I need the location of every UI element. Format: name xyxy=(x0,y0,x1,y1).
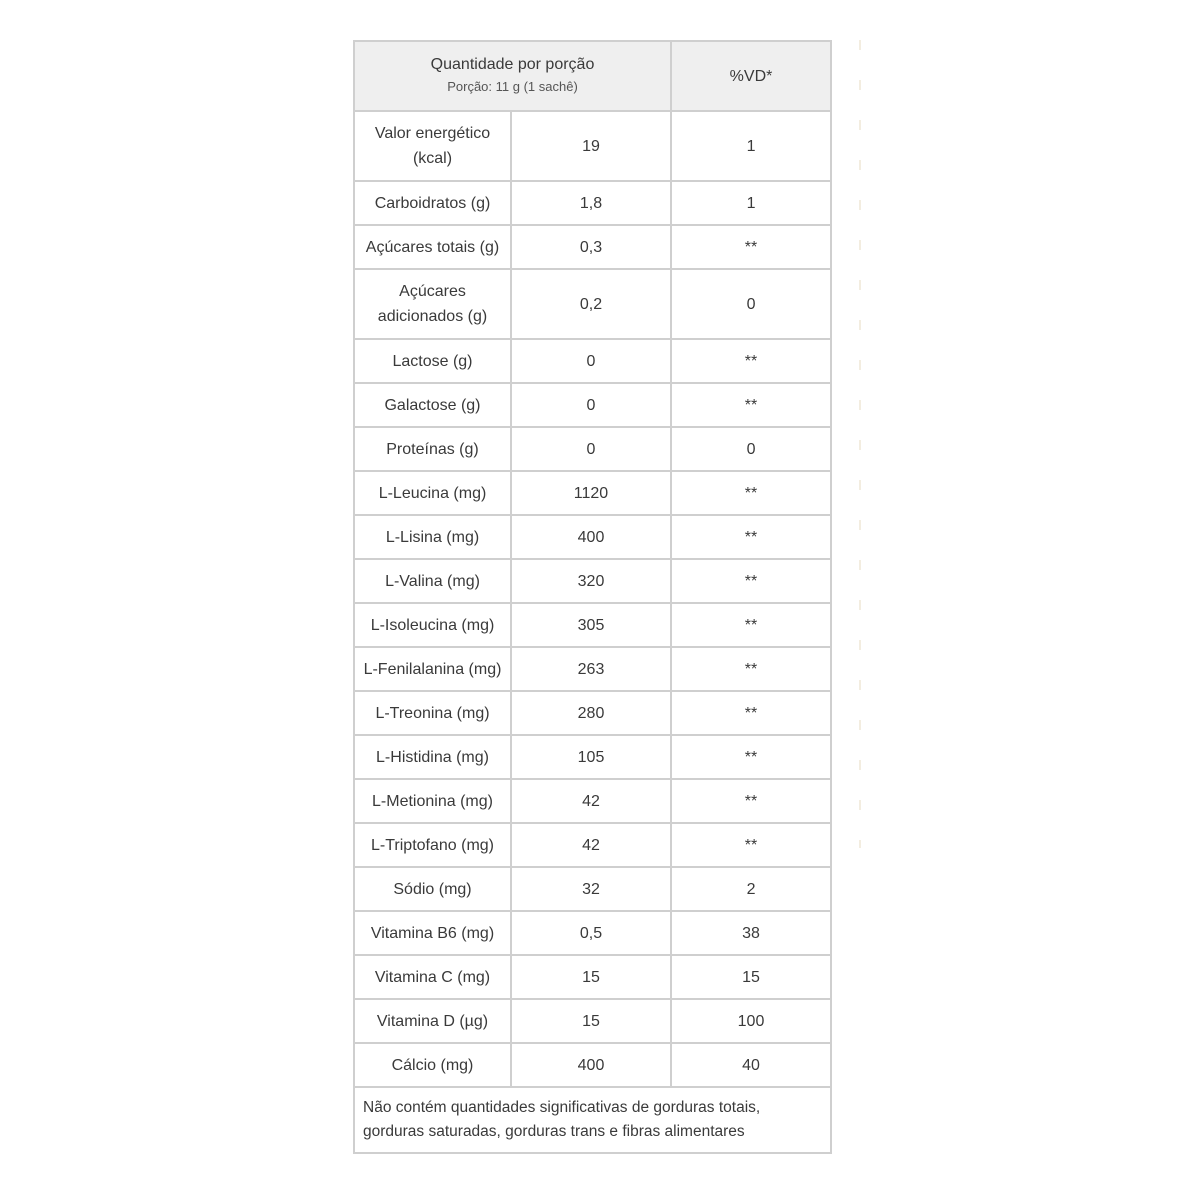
nutrient-amount: 0 xyxy=(511,339,671,383)
table-footer-row xyxy=(354,1087,831,1153)
nutrient-name: L-Isoleucina (mg) xyxy=(354,603,511,647)
nutrient-amount: 32 xyxy=(511,867,671,911)
nutrient-name: Lactose (g) xyxy=(354,339,511,383)
table-row xyxy=(354,1043,831,1087)
table-row xyxy=(354,181,831,225)
nutrient-amount: 1120 xyxy=(511,471,671,515)
nutrient-vd: 0 xyxy=(671,269,831,339)
nutrient-amount: 0,3 xyxy=(511,225,671,269)
nutrient-vd: ** xyxy=(671,691,831,735)
table-row xyxy=(354,735,831,779)
nutrient-vd: 15 xyxy=(671,955,831,999)
nutrient-vd: ** xyxy=(671,383,831,427)
vd-header: %VD* xyxy=(671,41,831,111)
nutrient-name: Vitamina B6 (mg) xyxy=(354,911,511,955)
nutrient-name: Sódio (mg) xyxy=(354,867,511,911)
nutrient-amount: 105 xyxy=(511,735,671,779)
portion-label: Porção: 11 g (1 sachê) xyxy=(447,79,578,94)
nutrient-name: Vitamina C (mg) xyxy=(354,955,511,999)
nutrient-amount: 0 xyxy=(511,427,671,471)
nutrient-name: L-Histidina (mg) xyxy=(354,735,511,779)
nutrient-vd: ** xyxy=(671,225,831,269)
table-row xyxy=(354,269,831,339)
nutrient-name: Carboidratos (g) xyxy=(354,181,511,225)
table-row xyxy=(354,427,831,471)
quantity-header xyxy=(354,41,671,111)
nutrient-vd: 100 xyxy=(671,999,831,1043)
nutrient-name: Galactose (g) xyxy=(354,383,511,427)
nutrient-name: Valor energético (kcal) xyxy=(354,111,511,181)
nutrient-name: L-Metionina (mg) xyxy=(354,779,511,823)
nutrient-amount: 0 xyxy=(511,383,671,427)
nutrient-amount: 19 xyxy=(511,111,671,181)
nutrient-name: L-Valina (mg) xyxy=(354,559,511,603)
nutrient-vd: ** xyxy=(671,823,831,867)
nutrient-name: Proteínas (g) xyxy=(354,427,511,471)
table-row xyxy=(354,339,831,383)
nutrition-facts-table xyxy=(353,40,832,1154)
table-header-row xyxy=(354,41,831,111)
nutrient-vd: 40 xyxy=(671,1043,831,1087)
nutrient-name: Açúcares adicionados (g) xyxy=(354,269,511,339)
footer-note: Não contém quantidades significativas de gorduras totais, gorduras saturadas, gorduras trans e fibras alimentares xyxy=(354,1087,831,1153)
nutrient-amount: 400 xyxy=(511,1043,671,1087)
nutrition-rows xyxy=(354,111,831,1153)
nutrient-name: L-Fenilalanina (mg) xyxy=(354,647,511,691)
table-row xyxy=(354,515,831,559)
nutrient-vd: ** xyxy=(671,779,831,823)
nutrient-name: L-Leucina (mg) xyxy=(354,471,511,515)
nutrient-vd: ** xyxy=(671,471,831,515)
faint-edge-decoration xyxy=(859,40,861,848)
nutrient-vd: ** xyxy=(671,735,831,779)
nutrient-amount: 15 xyxy=(511,955,671,999)
quantity-title: Quantidade por porção xyxy=(430,56,595,73)
table-row xyxy=(354,383,831,427)
table-row xyxy=(354,647,831,691)
nutrient-vd: 0 xyxy=(671,427,831,471)
nutrient-name: L-Triptofano (mg) xyxy=(354,823,511,867)
nutrient-name: Cálcio (mg) xyxy=(354,1043,511,1087)
nutrient-amount: 42 xyxy=(511,823,671,867)
nutrient-amount: 305 xyxy=(511,603,671,647)
table-row xyxy=(354,823,831,867)
nutrient-amount: 320 xyxy=(511,559,671,603)
nutrient-vd: ** xyxy=(671,647,831,691)
table-row xyxy=(354,911,831,955)
table-row xyxy=(354,471,831,515)
table-row xyxy=(354,955,831,999)
table-row xyxy=(354,867,831,911)
table-row xyxy=(354,559,831,603)
nutrient-vd: 1 xyxy=(671,181,831,225)
nutrient-name: Vitamina D (µg) xyxy=(354,999,511,1043)
nutrient-name: L-Lisina (mg) xyxy=(354,515,511,559)
nutrient-amount: 280 xyxy=(511,691,671,735)
table-row xyxy=(354,603,831,647)
table-row xyxy=(354,779,831,823)
nutrient-vd: ** xyxy=(671,603,831,647)
nutrient-vd: ** xyxy=(671,339,831,383)
table-row xyxy=(354,225,831,269)
nutrient-amount: 0,5 xyxy=(511,911,671,955)
nutrient-amount: 15 xyxy=(511,999,671,1043)
table-row xyxy=(354,999,831,1043)
table-row xyxy=(354,111,831,181)
nutrient-amount: 400 xyxy=(511,515,671,559)
nutrient-amount: 1,8 xyxy=(511,181,671,225)
nutrient-vd: ** xyxy=(671,515,831,559)
nutrient-vd: 1 xyxy=(671,111,831,181)
nutrient-vd: ** xyxy=(671,559,831,603)
nutrient-amount: 42 xyxy=(511,779,671,823)
nutrient-name: L-Treonina (mg) xyxy=(354,691,511,735)
nutrient-name: Açúcares totais (g) xyxy=(354,225,511,269)
nutrient-amount: 0,2 xyxy=(511,269,671,339)
table-row xyxy=(354,691,831,735)
nutrient-vd: 38 xyxy=(671,911,831,955)
nutrient-amount: 263 xyxy=(511,647,671,691)
nutrient-vd: 2 xyxy=(671,867,831,911)
